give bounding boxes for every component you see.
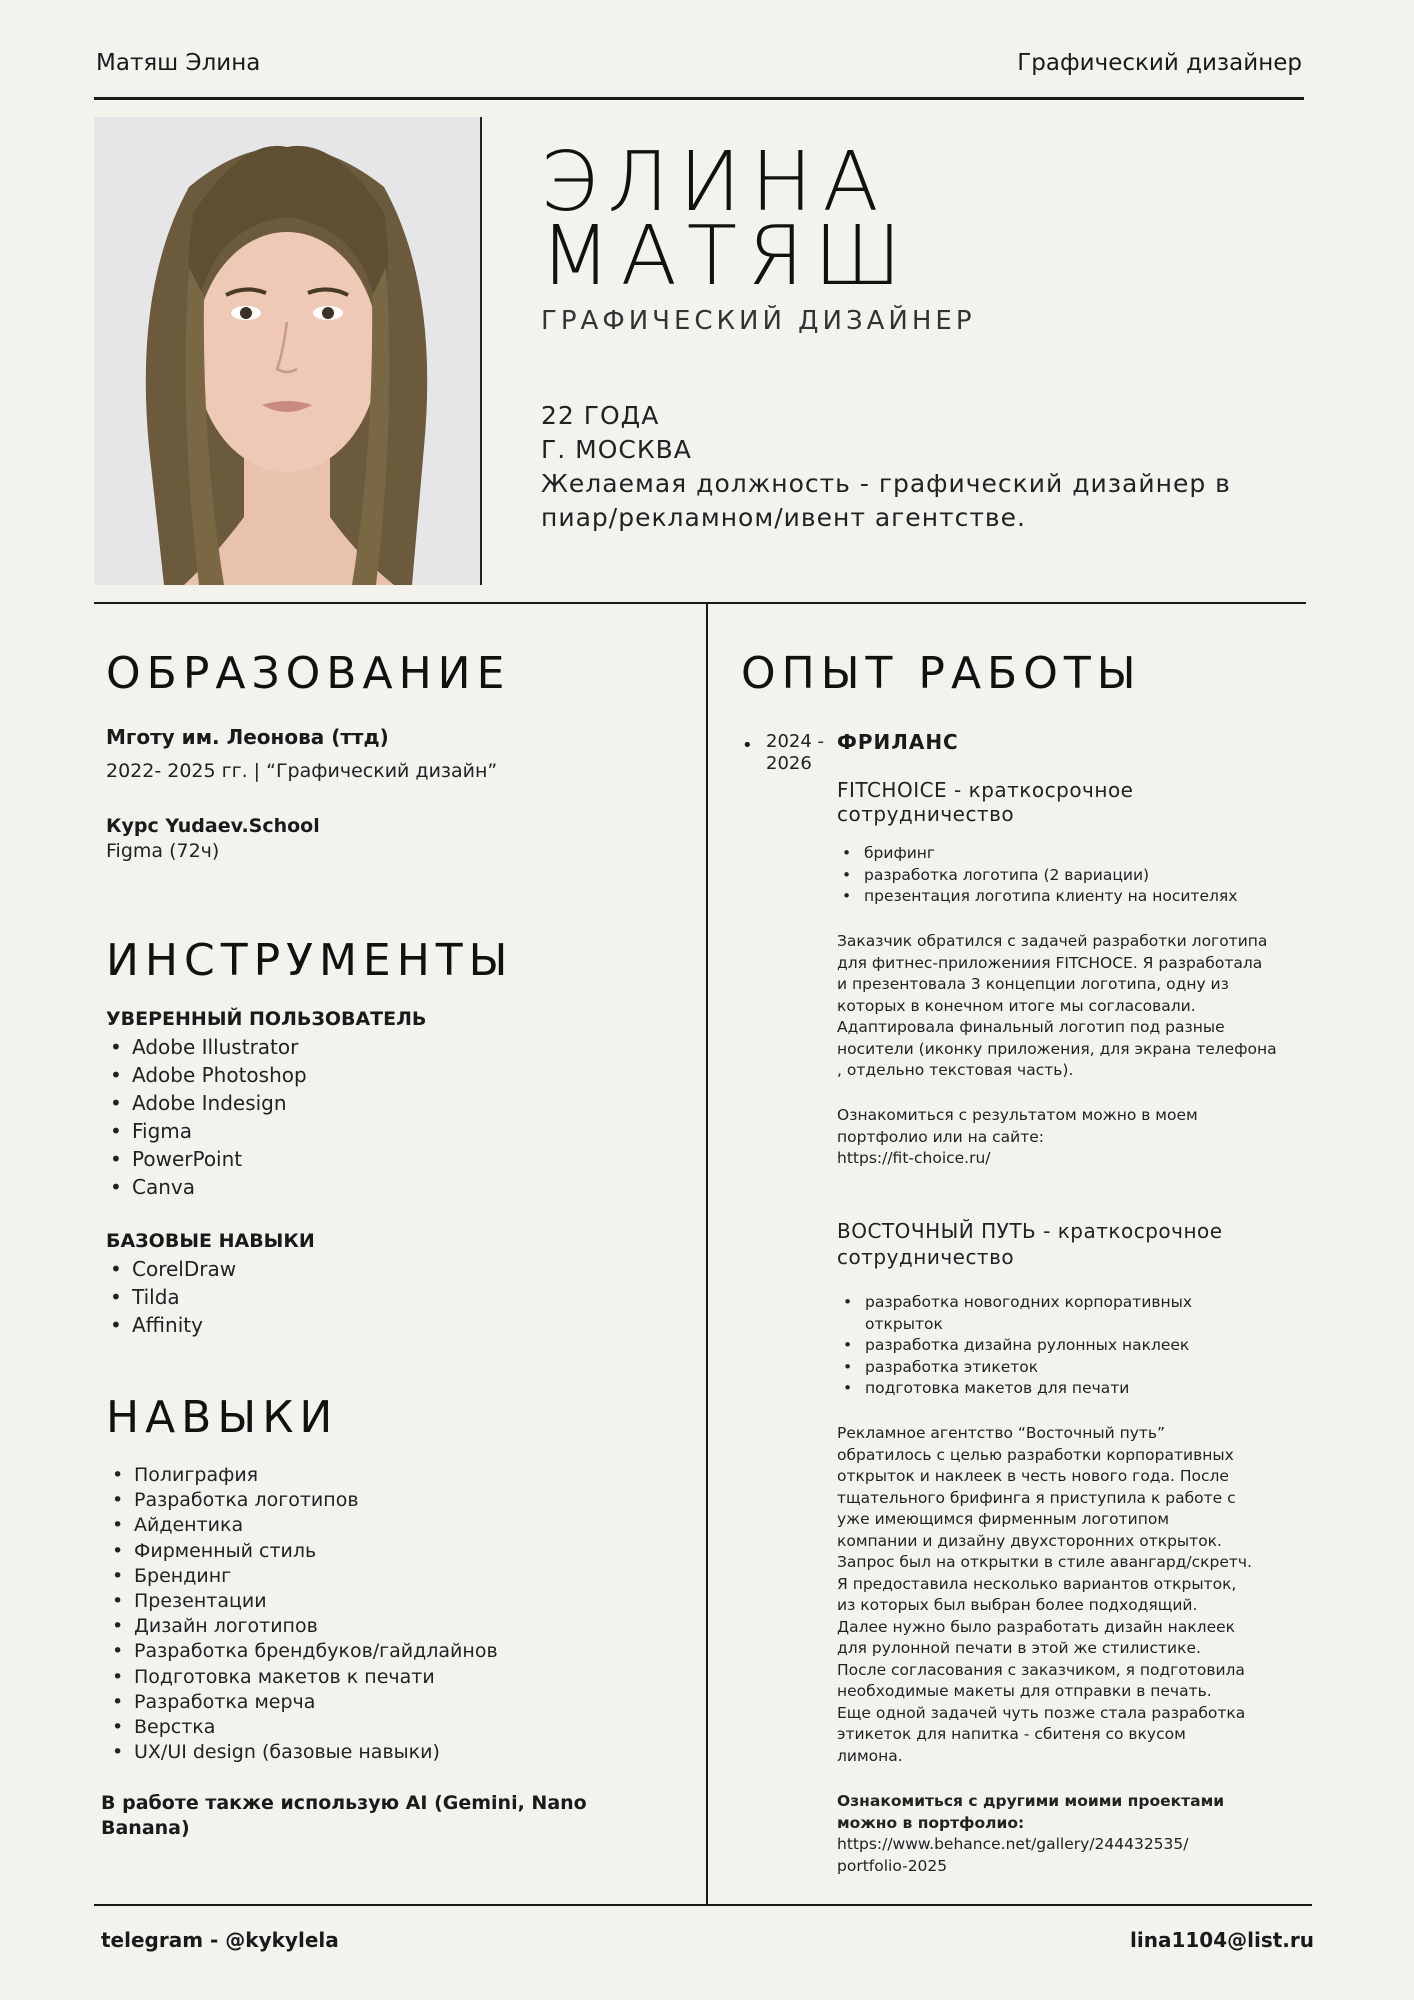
list-item: • Разработка брендбуков/гайдлайнов	[110, 1639, 498, 1664]
text-line[interactable]: https://www.behance.net/gallery/244432535/	[837, 1835, 1189, 1853]
tools-confident-label: УВЕРЕННЫЙ ПОЛЬЗОВАТЕЛЬ	[106, 1008, 427, 1030]
list-item: • Figma	[108, 1117, 307, 1145]
experience-period	[766, 731, 824, 775]
text-line: Далее нужно было разработать дизайн наклеек	[837, 1617, 1236, 1636]
project1-result	[837, 1105, 1198, 1170]
education-school: Мготу им. Леонова (ттд)	[106, 725, 389, 749]
age: 22 ГОДА	[541, 401, 660, 430]
job-title: ГРАФИЧЕСКИЙ ДИЗАЙНЕР	[541, 306, 976, 336]
list-item: • Adobe Photoshop	[108, 1061, 307, 1089]
project1-tasks	[840, 843, 1237, 908]
text-line: обратилось с целью разработки корпоративных	[837, 1445, 1234, 1464]
list-item: • Разработка мерча	[110, 1690, 498, 1715]
list-item: • Adobe Illustrator	[108, 1033, 307, 1061]
email-contact[interactable]: lina1104@list.ru	[1130, 1928, 1314, 1952]
text-line: открыток и наклеек в честь нового года. После	[837, 1467, 1229, 1485]
skills-heading: НАВЫКИ	[106, 1392, 339, 1443]
text-line: носители (иконку приложения, для экрана телефона	[837, 1039, 1277, 1058]
education-school-detail: 2022- 2025 гг. | “Графический дизайн”	[106, 760, 498, 782]
column-divider	[706, 604, 708, 1904]
section-divider	[94, 602, 1306, 604]
list-item: • презентация логотипа клиенту на носителях	[840, 886, 1237, 908]
text-line: Заказчик обратился с задачей разработки логотипа	[837, 932, 1268, 950]
project2-tasks	[841, 1292, 1192, 1400]
text-line[interactable]: portfolio-2025	[837, 1856, 948, 1875]
header-role: Графический дизайнер	[1017, 50, 1302, 76]
list-item: • Разработка логотипов	[110, 1488, 498, 1513]
list-item: • Affinity	[108, 1311, 236, 1339]
text-line: Рекламное агентство “Восточный путь”	[837, 1424, 1166, 1442]
list-item: • Фирменный стиль	[110, 1539, 498, 1564]
text-line: которых в конечном итоге мы согласовали.	[837, 996, 1196, 1015]
text-line: Ознакомиться с другими моими проектами	[837, 1792, 1225, 1810]
text-line: • разработка новогодних корпоративных	[865, 1293, 1193, 1311]
list-item: • разработка логотипа (2 вариации)	[840, 865, 1237, 887]
ai-note: В работе также использую AI (Gemini, Nano	[101, 1792, 587, 1814]
city: Г. МОСКВА	[541, 435, 692, 464]
project1-link[interactable]: https://fit-choice.ru/	[837, 1149, 991, 1167]
list-item: • подготовка макетов для печати	[841, 1378, 1192, 1400]
text-line: этикеток для напитка - сбитеня со вкусом	[837, 1725, 1186, 1743]
project1-description	[837, 931, 1277, 1082]
text-line: Ознакомиться с результатом можно в моем	[837, 1106, 1198, 1124]
text-line: открыток	[865, 1314, 943, 1333]
list-item: • UX/UI design (базовые навыки)	[110, 1740, 498, 1765]
text-line: можно в портфолио:	[837, 1813, 1025, 1832]
list-item: • Adobe Indesign	[108, 1089, 307, 1117]
list-item: • Tilda	[108, 1283, 236, 1311]
profile-photo	[94, 117, 482, 585]
text-line: Запрос был на открытки в стиле авангард/скретч.	[837, 1553, 1252, 1571]
project1-title: FITCHOICE - краткосрочное	[837, 778, 1134, 802]
bullet-icon: •	[742, 735, 753, 756]
list-item: • разработка этикеток	[841, 1357, 1192, 1379]
education-course-detail: Figma (72ч)	[106, 840, 220, 862]
tools-basic-list	[108, 1255, 236, 1339]
project1-title-cont: сотрудничество	[837, 802, 1015, 826]
period-end: 2026	[766, 753, 812, 774]
footer-divider	[94, 1904, 1312, 1906]
ai-note-cont: Banana)	[101, 1817, 190, 1839]
desired-position-cont: пиар/рекламном/ивент агентстве.	[541, 503, 1026, 532]
tools-confident-list	[108, 1033, 307, 1201]
text-line: лимона.	[837, 1746, 903, 1765]
education-heading: ОБРАЗОВАНИЕ	[106, 648, 511, 699]
tools-heading: ИНСТРУМЕНТЫ	[106, 935, 514, 986]
list-item: • CorelDraw	[108, 1255, 236, 1283]
list-item: • Canva	[108, 1173, 307, 1201]
list-item: • брифинг	[840, 843, 1237, 865]
list-item: • Полиграфия	[110, 1463, 498, 1488]
list-item: • Дизайн логотипов	[110, 1614, 498, 1639]
text-line: тщательного брифинга я приступила к работе с	[837, 1488, 1236, 1507]
text-line: , отдельно текстовая часть).	[837, 1061, 1074, 1079]
text-line: уже имеющимся фирменным логотипом	[837, 1510, 1170, 1528]
text-line: из которых был выбран более подходящий.	[837, 1596, 1198, 1614]
text-line: портфолио или на сайте:	[837, 1127, 1045, 1146]
list-item: • Айдентика	[110, 1513, 498, 1538]
text-line: Я предоставила несколько вариантов открыток,	[837, 1574, 1237, 1593]
text-line: для фитнес-приложениия FITCHOCE. Я разработала	[837, 953, 1263, 972]
list-item: • PowerPoint	[108, 1145, 307, 1173]
list-item	[841, 1292, 1192, 1335]
tools-basic-label: БАЗОВЫЕ НАВЫКИ	[106, 1230, 315, 1252]
portfolio-link[interactable]	[837, 1834, 1189, 1877]
education-course: Курс Yudaev.School	[106, 815, 320, 837]
last-name: МАТЯШ	[540, 209, 912, 304]
list-item: • Подготовка макетов к печати	[110, 1665, 498, 1690]
project2-title-cont: сотрудничество	[837, 1245, 1015, 1269]
header-name: Матяш Элина	[96, 50, 261, 76]
list-item: • Презентации	[110, 1589, 498, 1614]
portfolio-note	[837, 1791, 1224, 1834]
experience-role: ФРИЛАНС	[837, 730, 959, 754]
list-item: • Верстка	[110, 1715, 498, 1740]
text-line: Адаптировала финальный логотип под разные	[837, 1018, 1225, 1036]
project2-title: ВОСТОЧНЫЙ ПУТЬ - краткосрочное	[837, 1219, 1223, 1243]
experience-heading: ОПЫТ РАБОТЫ	[741, 648, 1142, 699]
period-start: 2024 -	[766, 731, 825, 752]
list-item: • разработка дизайна рулонных наклеек	[841, 1335, 1192, 1357]
text-line: для рулонной печати в этой же стилистике.	[837, 1639, 1201, 1657]
header-divider	[94, 97, 1304, 100]
telegram-contact[interactable]: telegram - @kykylela	[101, 1928, 339, 1952]
text-line: и презентовала 3 концепции логотипа, одну из	[837, 975, 1229, 993]
first-name: ЭЛИНА	[540, 135, 889, 230]
text-line: После согласования с заказчиком, я подготовила	[837, 1660, 1245, 1679]
skills-list	[110, 1463, 498, 1765]
list-item: • Брендинг	[110, 1564, 498, 1589]
text-line: необходимые макеты для отправки в печать.	[837, 1682, 1212, 1700]
project2-description	[837, 1423, 1252, 1767]
text-line: компании и дизайну двухсторонних открыток.	[837, 1531, 1222, 1550]
desired-position: Желаемая должность - графический дизайнер в	[541, 469, 1231, 498]
text-line: Еще одной задачей чуть позже стала разработка	[837, 1703, 1246, 1722]
